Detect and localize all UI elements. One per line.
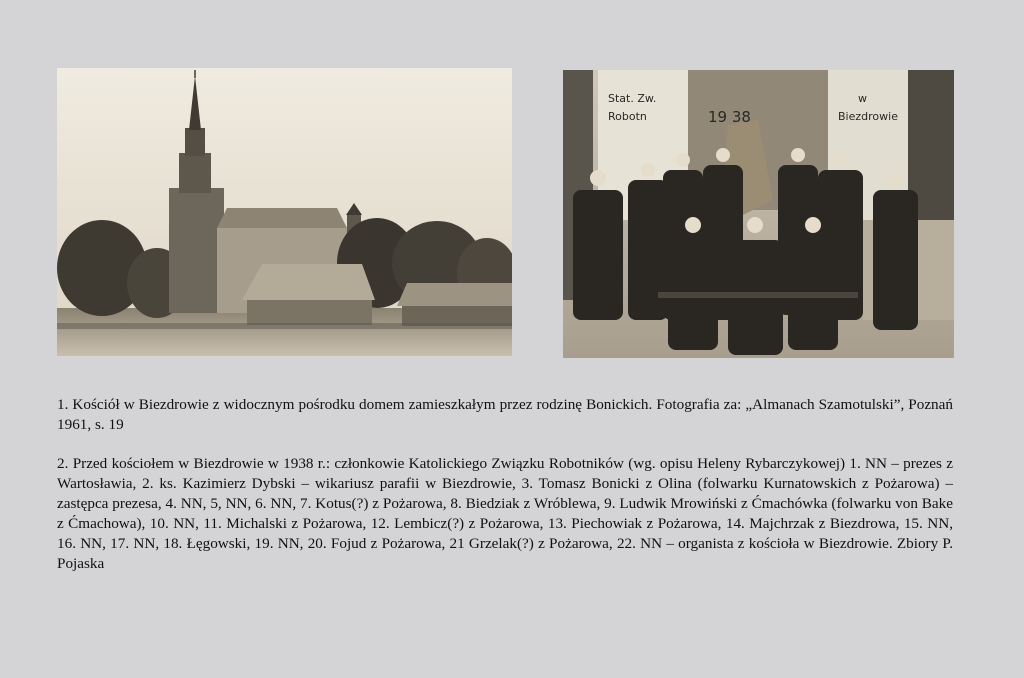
- caption-2: 2. Przed kościołem w Biezdrowie w 1938 r.: członkowie Katolickiego Związku Robotników (wg. opisu Heleny Rybarczykowej) 1. NN – prezes z Wartosławia, 2. ks. Kazimierz Dybski – wikariusz parafii w Biezdrowie, 3. Tomasz Bonicki z Olina (folwarku Kurnatowskich z Pożarowa) – zastępca prezesa, 4. NN, 5, NN, 6. NN, 7. Kotus(?) z Pożarowa, 8. Biedziak z Wróblewa, 9. Ludwik Mrowiński z Ćmachówka (folwarku von Bake z Ćmachowa), 10. NN, 11. Michalski z Pożarowa, 12. Lembicz(?) z Pożarowa, 13. Piechowiak z Pożarowa, 14. Majchrzak z Biezdrowa, 15. NN, 16. NN, 17. NN, 18. Łęgowski, 19. NN, 20. Fojud z Pożarowa, 21 Grzelak(?) z Pożarowa, 22. NN – organista z kościoła w Biezdrowie. Zbiory P. Pojaska: [57, 455, 953, 572]
- banner-year: 19 38: [708, 108, 751, 126]
- banner-right-top: w: [858, 92, 867, 105]
- caption-1: 1. Kościół w Biezdrowie z widocznym pośrodku domem zamieszkałym przez rodzinę Bonickich. Fotografia za: „Almanach Szamotulski”, Poznań 1961, s. 19: [57, 396, 953, 433]
- church-photo-icon: [57, 68, 512, 356]
- captions: [57, 395, 953, 593]
- group-photo-icon: [563, 70, 954, 358]
- banner-left-bottom: Robotn: [608, 110, 647, 123]
- group-photo: [563, 70, 954, 358]
- banner-right-bottom: Biezdrowie: [838, 110, 898, 123]
- church-photo: [57, 68, 512, 356]
- banner-left-top: Stat. Zw.: [608, 92, 657, 105]
